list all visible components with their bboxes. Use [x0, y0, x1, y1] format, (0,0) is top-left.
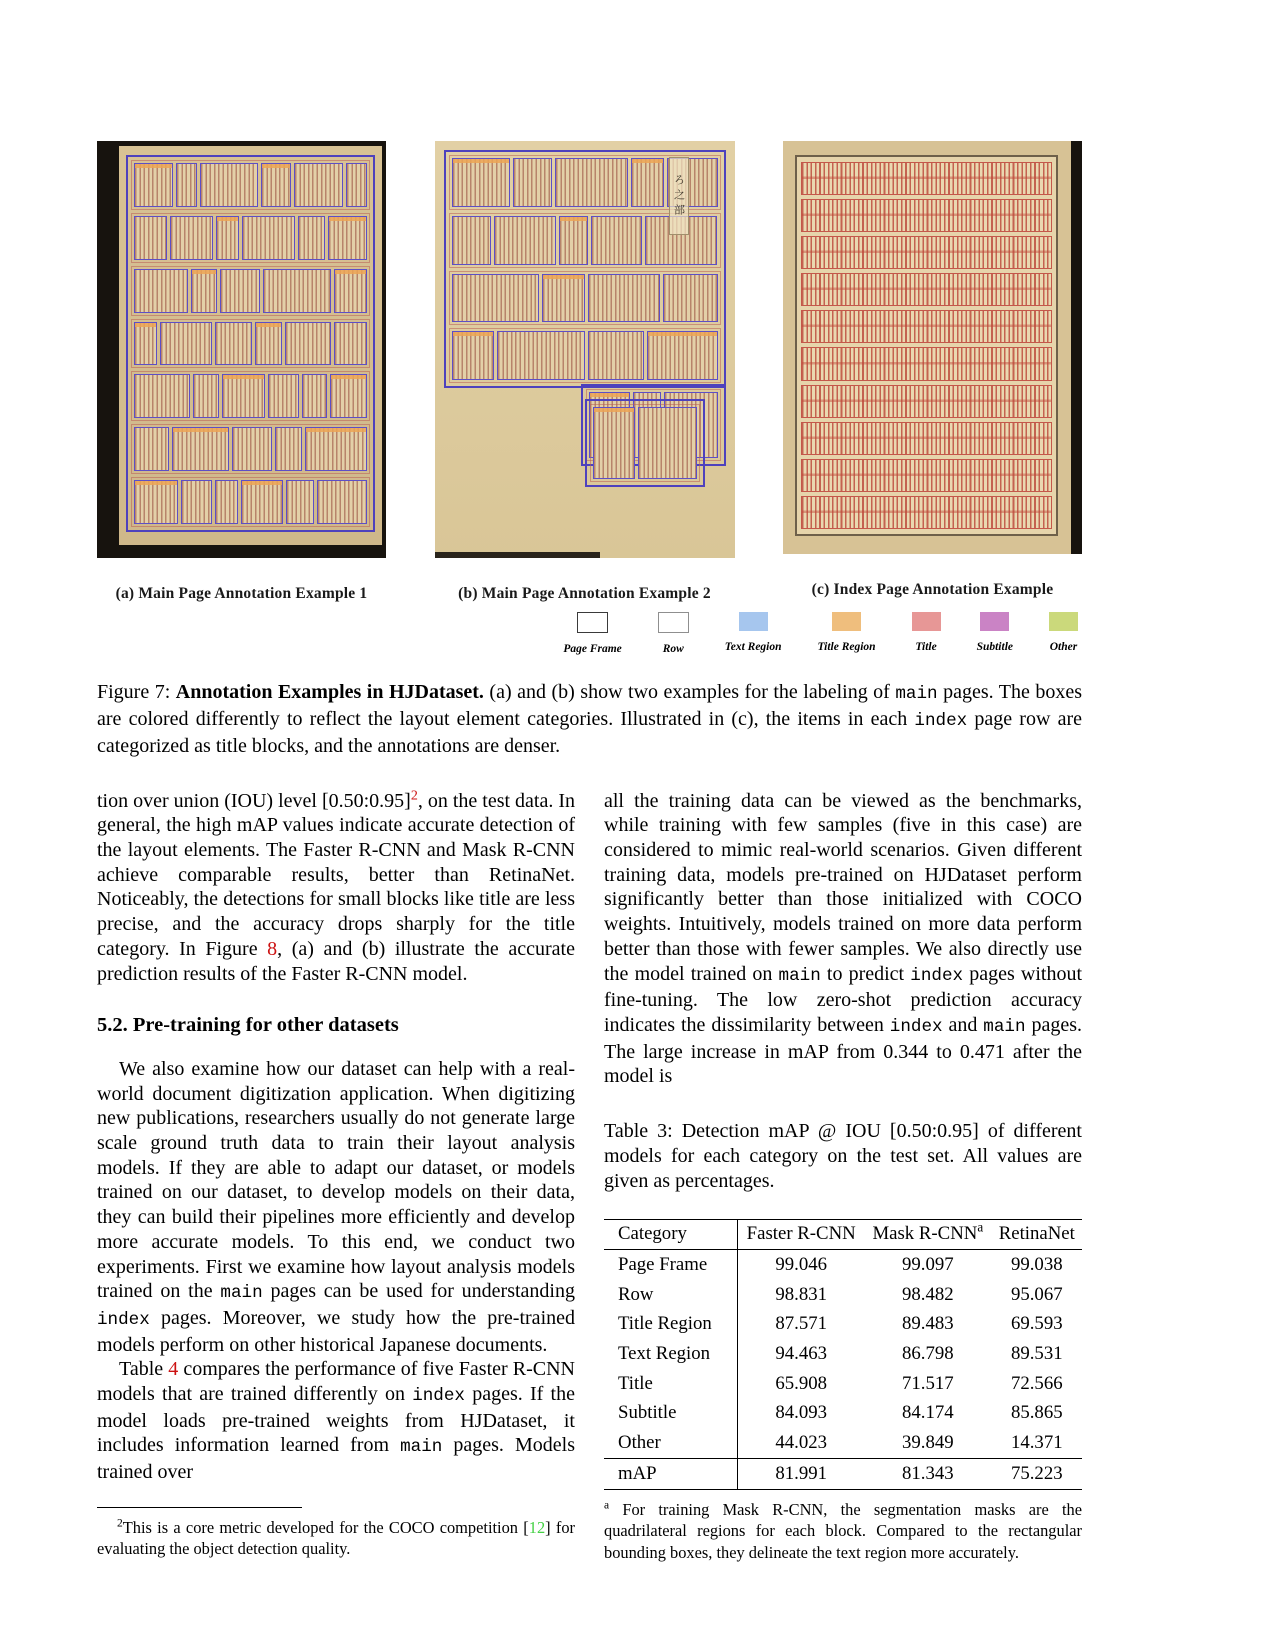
- value-cell: 71.517: [901, 1372, 954, 1394]
- index-page-frame: [795, 155, 1058, 536]
- annotation-box: [241, 480, 283, 524]
- text-segment: tion over union (IOU) level [0.50:0.95]: [97, 789, 411, 812]
- text-segment: , (a) and (b) illustrate the accurate prediction results of the Faster R-CNN model.: [97, 937, 575, 985]
- body-paragraph: [97, 1057, 575, 1357]
- text-segment: (a) and (b) show two examples for the labeling of: [483, 681, 896, 703]
- annotation-box: [261, 163, 291, 207]
- value-cell: 81.991: [775, 1462, 828, 1484]
- table-row: [604, 1250, 1082, 1280]
- annotation-box: [452, 158, 511, 207]
- scanned-page-a: [119, 146, 382, 545]
- text-segment: ] for evaluating the object detection quality.: [97, 1517, 575, 1558]
- text-segment: to predict: [820, 962, 911, 985]
- value-cell: 95.067: [1010, 1283, 1063, 1305]
- annotation-box: [176, 163, 197, 207]
- legend-swatch: [832, 612, 861, 631]
- annotation-box: [494, 216, 556, 265]
- text-segment: main: [895, 684, 938, 704]
- legend-label: Page Frame: [563, 643, 622, 655]
- annotation-box: [160, 322, 212, 366]
- legend-swatch: [912, 612, 941, 631]
- annotation-box: [302, 374, 327, 418]
- annotation-box: [588, 331, 645, 380]
- annotation-box: [255, 322, 282, 366]
- text-segment: compares the performance of five Faster R-CNN models that are trained differently on: [97, 1358, 575, 1406]
- category-cell: Other: [604, 1429, 738, 1459]
- value-cell: 86.798: [901, 1342, 954, 1364]
- annotation-box: [134, 163, 173, 207]
- figure7-caption: [97, 680, 1082, 760]
- legend-item: [1049, 612, 1078, 655]
- table-row: [604, 1429, 1082, 1459]
- text-segment: index: [97, 1309, 150, 1330]
- subcaption-c: (c) Index Page Annotation Example: [811, 581, 1054, 598]
- annotation-box: [242, 216, 296, 260]
- annotation-box: [663, 274, 717, 323]
- legend-swatch: [980, 612, 1009, 631]
- annotation-box: [134, 322, 157, 366]
- annotation-box: [193, 374, 220, 418]
- index-row: [801, 236, 1052, 269]
- subcaption-a: (a) Main Page Annotation Example 1: [115, 585, 368, 602]
- body-paragraph: [97, 789, 575, 987]
- value-cell: 72.566: [1010, 1372, 1063, 1394]
- annotation-box: [215, 322, 252, 366]
- category-cell: Row: [604, 1280, 738, 1310]
- annotation-box: [170, 216, 213, 260]
- table-header: Mask R-CNN$^a$: [872, 1219, 984, 1245]
- section-heading-5-2: 5.2. Pre-training for other datasets: [97, 1014, 399, 1037]
- text-segment: 2: [117, 1517, 123, 1530]
- text-segment: Annotation Examples in HJDataset.: [175, 681, 484, 703]
- annotation-box: [134, 216, 167, 260]
- table-footnote-marker: a: [977, 1219, 984, 1235]
- value-cell: 89.531: [1010, 1342, 1063, 1364]
- annotation-row: [131, 319, 370, 369]
- annotation-box: [268, 374, 299, 418]
- table-header: Category: [604, 1219, 738, 1250]
- figure7: [97, 141, 1082, 603]
- legend-label: Row: [662, 643, 684, 655]
- annotation-region-low: [585, 399, 705, 487]
- annotation-box: [346, 163, 367, 207]
- text-segment: We also examine how our dataset can help with a real-world document digitization application. When digitizing new publications, researchers usually do not generate large scale ground truth data to train their layout analysis models. If they are able to adapt our dataset, or models trained on our dataset, to develop models on their data, they can build their pipelines more efficiently and develop more accurate models. To this end, we conduct two experiments. First we examine how layout analysis models trained on the: [97, 1057, 575, 1303]
- annotation-box: [275, 427, 302, 471]
- annotation-box: [222, 374, 265, 418]
- annotation-box: [559, 216, 588, 265]
- category-cell: Title: [604, 1369, 738, 1399]
- annotation-box: [591, 216, 642, 265]
- legend-item: [658, 612, 689, 655]
- table-row: [604, 1399, 1082, 1429]
- page-frame-annotation: [126, 155, 375, 532]
- annotation-box: [638, 407, 697, 479]
- text-segment: pages can be used for understanding: [262, 1280, 575, 1303]
- text-segment: index: [889, 1016, 943, 1037]
- table-row: [604, 1280, 1082, 1310]
- text-segment: all the training data can be viewed as the benchmarks, while training with few samples (five in this case) are considered to mimic real-world scenarios. Given different training data, models pre-trained on HJDataset perform significantly better than those initialized with COCO weights. Intuitively, models trained on more data perform better than those with fewer samples. We also directly use the model trained on: [604, 789, 1082, 985]
- annotation-row: [131, 477, 370, 527]
- text-segment: main: [983, 1016, 1026, 1037]
- value-cell: 65.908: [775, 1372, 828, 1394]
- value-cell: 98.831: [775, 1283, 828, 1305]
- table-row: [604, 1459, 1082, 1490]
- annotation-box: [452, 216, 492, 265]
- annotation-box: [334, 269, 367, 313]
- text-segment: pages. Models trained over: [97, 1434, 575, 1484]
- text-segment: main: [778, 965, 821, 986]
- annotation-box: [542, 274, 585, 323]
- category-cell: mAP: [604, 1459, 738, 1490]
- text-segment: Figure 7:: [97, 681, 176, 703]
- annotation-box: [134, 480, 178, 524]
- value-cell: 99.038: [1010, 1253, 1063, 1275]
- citation-link[interactable]: 12: [528, 1517, 546, 1537]
- footnote-ref[interactable]: 2: [410, 787, 418, 803]
- legend-label: Title: [915, 641, 937, 653]
- footnote-2: [97, 1517, 575, 1559]
- figure7-panel-b: [435, 141, 735, 603]
- category-cell: Page Frame: [604, 1250, 738, 1280]
- annotation-box: [593, 407, 635, 479]
- annotation-box: [181, 480, 212, 524]
- text-segment: Table: [119, 1358, 169, 1381]
- legend-label: Other: [1049, 641, 1078, 653]
- text-segment: pages. Moreover, we study how the pre-trained models perform on other historical Japanese documents.: [97, 1306, 575, 1356]
- annotation-box: [215, 480, 238, 524]
- annotation-row: [449, 328, 721, 383]
- annotation-box: [172, 427, 229, 471]
- annotation-box: [328, 216, 367, 260]
- annotation-box: [134, 269, 188, 313]
- annotation-box: [305, 427, 367, 471]
- table3-caption: [604, 1119, 1082, 1195]
- annotation-box: [452, 274, 539, 323]
- value-cell: 99.046: [775, 1253, 828, 1275]
- index-row: [801, 385, 1052, 418]
- annotation-box: [263, 269, 331, 313]
- category-cell: Title Region: [604, 1310, 738, 1340]
- annotation-row: [590, 404, 700, 482]
- index-row: [801, 347, 1052, 380]
- figure-ref[interactable]: 4: [168, 1358, 179, 1381]
- value-cell: 99.097: [901, 1253, 954, 1275]
- annotation-box: [216, 216, 239, 260]
- annotation-box: [191, 269, 217, 313]
- value-cell: 44.023: [775, 1432, 828, 1454]
- index-row: [801, 162, 1052, 195]
- two-column-body: [97, 789, 1082, 1563]
- annotation-box: [232, 427, 272, 471]
- annotation-box: [647, 331, 717, 380]
- legend-label: Text Region: [724, 641, 782, 653]
- annotation-row: [131, 266, 370, 316]
- annotation-box: [134, 374, 190, 418]
- table-row: [604, 1310, 1082, 1340]
- legend-item: [563, 612, 621, 655]
- annotation-box: [452, 331, 495, 380]
- section-label-vertical: ろ之部: [669, 157, 689, 235]
- legend-swatch: [1049, 612, 1078, 631]
- value-cell: 87.571: [775, 1313, 828, 1335]
- annotation-row: [131, 160, 370, 210]
- annotation-box: [631, 158, 664, 207]
- right-column: [604, 789, 1082, 1563]
- annotation-row: [131, 213, 370, 263]
- paper-page: [97, 0, 1082, 1563]
- text-segment: pages. The boxes are colored differently to reflect the layout element categories. Illustrated in (c), the items in each: [97, 681, 1082, 731]
- text-segment: index: [412, 1386, 465, 1407]
- value-cell: 75.223: [1010, 1462, 1063, 1484]
- body-paragraph: [604, 789, 1082, 1089]
- legend-item: [912, 612, 941, 655]
- figure7-panel-c: [783, 141, 1082, 599]
- annotation-box: [588, 274, 661, 323]
- text-segment: main: [220, 1283, 263, 1304]
- figure7-legend: [97, 612, 1082, 655]
- value-cell: 85.865: [1010, 1402, 1063, 1424]
- value-cell: 84.093: [775, 1402, 828, 1424]
- annotation-box: [200, 163, 258, 207]
- table-row: [604, 1339, 1082, 1369]
- annotation-box: [555, 158, 628, 207]
- text-segment: page row are categorized as title blocks, and the annotations are denser.: [97, 708, 1082, 758]
- text-segment: index: [914, 711, 968, 732]
- annotation-box: [220, 269, 260, 313]
- text-segment: This is a core metric developed for the COCO competition [: [122, 1517, 529, 1537]
- annotation-box: [134, 427, 169, 471]
- index-row: [801, 273, 1052, 306]
- legend-swatch: [577, 612, 608, 633]
- text-segment: pages without fine-tuning. The low zero-shot prediction accuracy indicates the dissimilarity between: [604, 962, 1082, 1036]
- text-segment: main: [400, 1437, 443, 1458]
- figure7-image-c: [783, 141, 1082, 554]
- figure7-panel-a: [97, 141, 386, 603]
- figure7-image-a: [97, 141, 386, 558]
- index-row: [801, 199, 1052, 232]
- table-row: [604, 1369, 1082, 1399]
- index-row: [801, 310, 1052, 343]
- value-cell: 98.482: [901, 1283, 954, 1305]
- text-segment: a: [604, 1499, 610, 1512]
- annotation-box: [317, 480, 367, 524]
- text-segment: and: [942, 1013, 984, 1036]
- legend-swatch: [658, 612, 689, 633]
- text-segment: pages. If the model loads pre-trained weights from HJDataset, it includes information learned from: [97, 1383, 575, 1457]
- annotation-row: [131, 371, 370, 421]
- figure7-image-b: [435, 141, 735, 558]
- value-cell: 84.174: [901, 1402, 954, 1424]
- legend-label: Subtitle: [976, 641, 1013, 653]
- annotation-box: [497, 331, 584, 380]
- left-column: [97, 789, 575, 1563]
- annotation-box: [298, 216, 325, 260]
- category-cell: Subtitle: [604, 1399, 738, 1429]
- text-segment: , on the test data. In general, the high mAP values indicate accurate detection of the layout elements. The Faster R-CNN and Mask R-CNN achieve comparable results, better than RetinaNet. Noticeably, the detections for small blocks like title are less precise, and the accuracy drops sharply for the title category. In Figure: [97, 789, 576, 960]
- value-cell: 81.343: [901, 1462, 954, 1484]
- text-segment: pages. The large increase in mAP from 0.344 to 0.471 after the model is: [604, 1013, 1082, 1088]
- table-header: RetinaNet: [998, 1223, 1075, 1245]
- legend-swatch: [739, 612, 768, 631]
- body-paragraph: [97, 1357, 575, 1485]
- table-header: Faster R-CNN: [746, 1223, 856, 1245]
- annotation-box: [294, 163, 343, 207]
- annotation-row: [449, 271, 721, 326]
- legend-item: [818, 612, 876, 655]
- index-row: [801, 459, 1052, 492]
- annotation-box: [330, 374, 367, 418]
- value-cell: 39.849: [901, 1432, 954, 1454]
- value-cell: 14.371: [1010, 1432, 1063, 1454]
- value-cell: 69.593: [1010, 1313, 1063, 1335]
- table3-footnote: [604, 1499, 1082, 1563]
- annotation-box: [286, 480, 313, 524]
- text-segment: index: [910, 965, 964, 986]
- subcaption-b: (b) Main Page Annotation Example 2: [458, 585, 711, 602]
- index-row: [801, 496, 1052, 529]
- text-segment: For training Mask R-CNN, the segmentation masks are the quadrilateral regions for each block. Compared to the rectangular bounding boxes, they delineate the text region more accurately.: [604, 1499, 1082, 1562]
- legend-item: [725, 612, 782, 655]
- figure-ref[interactable]: 8: [267, 937, 278, 960]
- text-segment: Table 3: Detection mAP @ IOU [0.50:0.95] of different models for each category on the test set. All values are given as percentages.: [604, 1120, 1082, 1193]
- category-cell: Text Region: [604, 1339, 738, 1369]
- annotation-row: [131, 424, 370, 474]
- value-cell: 94.463: [775, 1342, 828, 1364]
- annotation-box: [513, 158, 552, 207]
- legend-item: [977, 612, 1013, 655]
- legend-label: Title Region: [817, 641, 876, 653]
- annotation-box: [285, 322, 331, 366]
- footnote-rule: [97, 1507, 302, 1508]
- index-row: [801, 422, 1052, 455]
- value-cell: 89.483: [901, 1313, 954, 1335]
- annotation-box: [334, 322, 367, 366]
- table3: [604, 1219, 1082, 1490]
